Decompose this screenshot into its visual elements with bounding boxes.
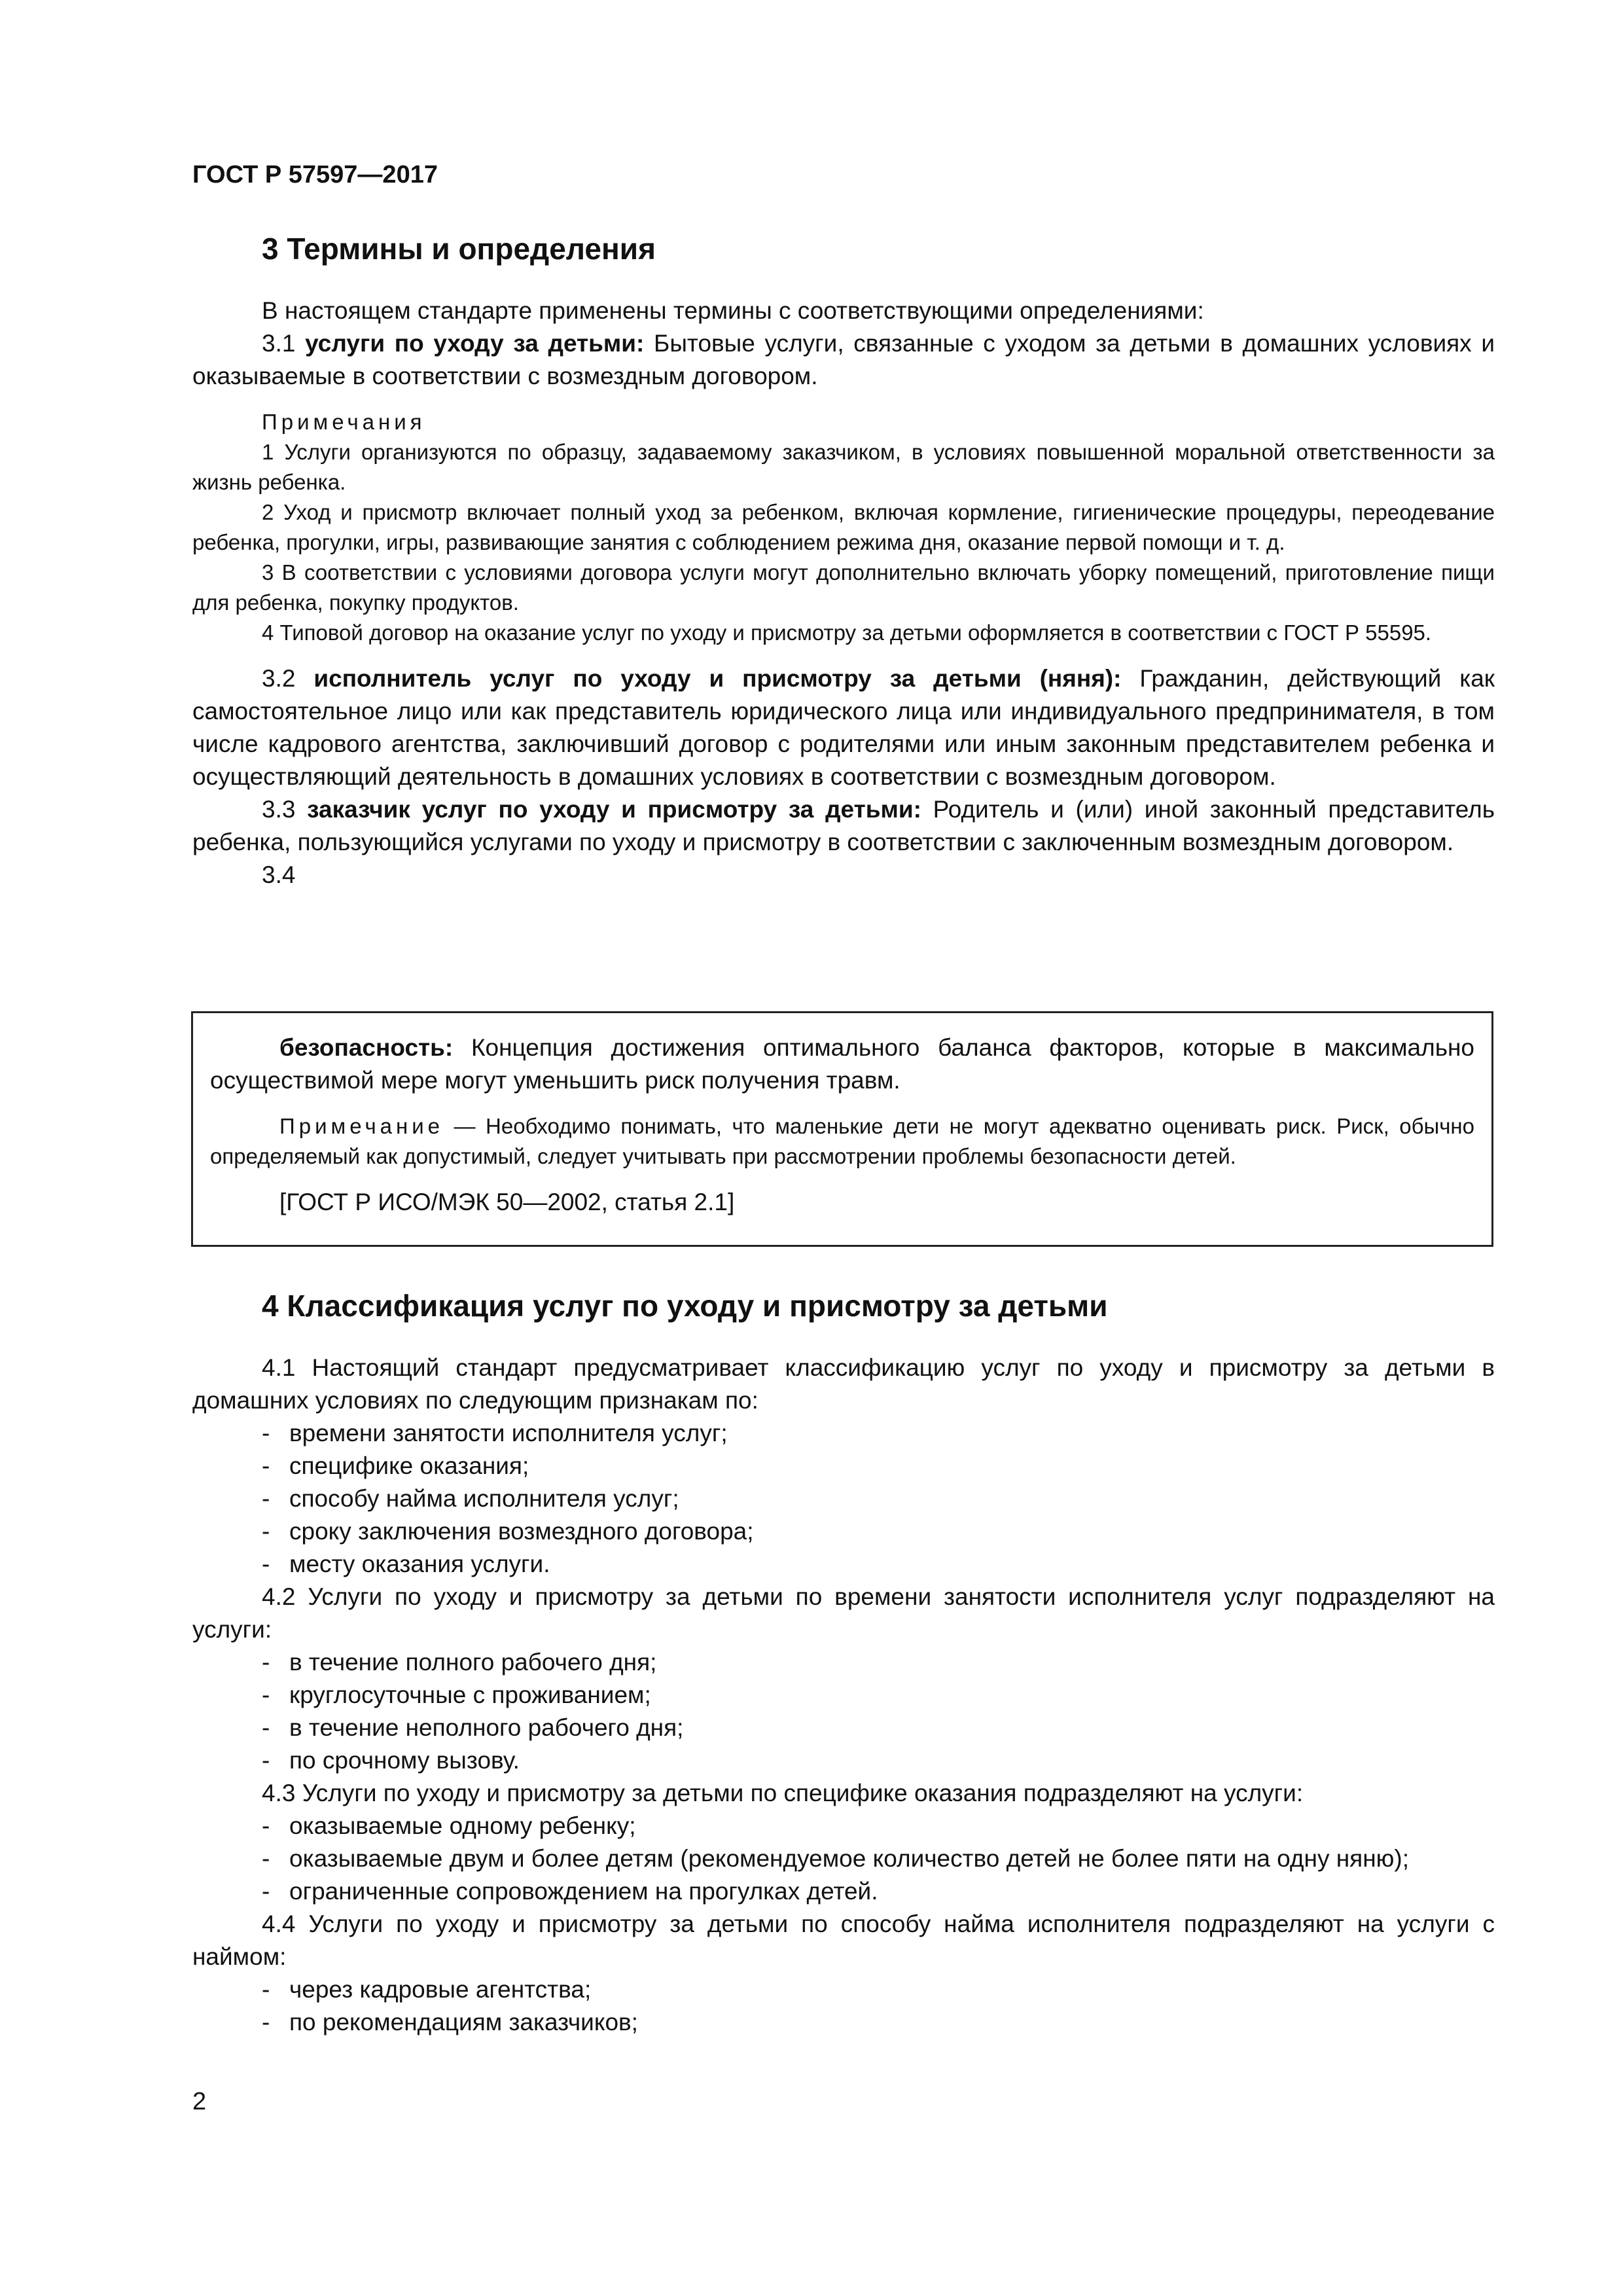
term-3-4-note-label: Примечание bbox=[279, 1114, 444, 1138]
section-3-title: 3 Термины и определения bbox=[262, 232, 656, 266]
document-code-header: ГОСТ Р 57597—2017 bbox=[192, 161, 438, 188]
term-3-4-reference: [ГОСТ Р ИСО/МЭК 50—2002, статья 2.1] bbox=[279, 1189, 735, 1215]
term-3-1-number: 3.1 bbox=[262, 330, 306, 357]
list-item: - круглосуточные с проживанием; bbox=[262, 1681, 651, 1708]
section-4 bbox=[192, 1286, 1495, 2039]
section-3-intro: В настоящем стандарте применены термины с соответствующими определениями: bbox=[262, 297, 1204, 324]
term-3-2-number: 3.2 bbox=[262, 665, 314, 692]
term-3-3-name: заказчик услуг по уходу и присмотру за детьми: bbox=[307, 796, 921, 823]
term-3-4-note-text: — Необходимо понимать, что маленькие дети не могут адекватно оценивать риск. Риск, обычно определяемый как допустимый, следует учитывать при рассмотрении проблемы безопасности детей. bbox=[210, 1114, 1474, 1168]
clause-4-1: 4.1 Настоящий стандарт предусматривает классификацию услуг по уходу и присмотру за детьми в домашних условиях по следующим признакам по: bbox=[192, 1354, 1495, 1414]
list-item: - по срочному вызову. bbox=[262, 1747, 520, 1774]
term-3-4-note bbox=[210, 1111, 1474, 1172]
section-3 bbox=[192, 229, 1495, 891]
list-item: - времени занятости исполнителя услуг; bbox=[262, 1420, 728, 1446]
list-item: - оказываемые двум и более детям (рекомендуемое количество детей не более пяти на одну няню); bbox=[262, 1845, 1409, 1872]
list-item: - через кадровые агентства; bbox=[262, 1976, 592, 2003]
list-item: - способу найма исполнителя услуг; bbox=[262, 1485, 679, 1512]
list-item: - в течение неполного рабочего дня; bbox=[262, 1714, 684, 1741]
term-3-2-definition: Гражданин, действующий как самостоятельное лицо или как представитель юридического лица или индивидуального предпринимателя, в том числе кадрового агентства, заключивший договор с родителями или иным законным представителем ребенка и осуществляющий деятельность в домашних условиях в соответствии с возмездным договором. bbox=[192, 665, 1495, 790]
clause-4-3: 4.3 Услуги по уходу и присмотру за детьми по специфике оказания подразделяют на услуги: bbox=[262, 1780, 1304, 1806]
note-2: 2 Уход и присмотр включает полный уход за ребенком, включая кормление, гигиенические процедуры, переодевание ребенка, прогулки, игры, развивающие занятия с соблюдением режима дня, оказание первой помощи и т. д. bbox=[192, 500, 1495, 554]
notes-title: Примечания bbox=[262, 410, 426, 434]
clause-4-4: 4.4 Услуги по уходу и присмотру за детьми по способу найма исполнителя подразделяют на услуги с наймом: bbox=[192, 1910, 1495, 1970]
list-item: - специфике оказания; bbox=[262, 1452, 529, 1479]
note-1: 1 Услуги организуются по образцу, задаваемому заказчиком, в условиях повышенной моральной ответственности за жизнь ребенка. bbox=[192, 440, 1495, 494]
list-item: - сроку заключения возмездного договора; bbox=[262, 1518, 754, 1545]
list-item: - месту оказания услуги. bbox=[262, 1551, 550, 1577]
list-item: - в течение полного рабочего дня; bbox=[262, 1649, 657, 1676]
term-3-4-definition: Концепция достижения оптимального баланса факторов, которые в максимально осуществимой мере могут уменьшить риск получения травм. bbox=[210, 1034, 1474, 1094]
term-3-3 bbox=[192, 793, 1495, 859]
list-item: - по рекомендациям заказчиков; bbox=[262, 2009, 638, 2036]
term-3-1-name: услуги по уходу за детьми: bbox=[305, 330, 645, 357]
term-3-4-box bbox=[191, 1011, 1493, 1247]
section-4-title: 4 Классификация услуг по уходу и присмотру за детьми bbox=[262, 1289, 1108, 1323]
term-3-3-definition: Родитель и (или) иной законный представитель ребенка, пользующийся услугами по уходу и присмотру в соответствии с заключенным возмездным договором. bbox=[192, 796, 1495, 855]
term-3-2-name: исполнитель услуг по уходу и присмотру за детьми (няня): bbox=[313, 665, 1122, 692]
clause-4-2: 4.2 Услуги по уходу и присмотру за детьми по времени занятости исполнителя услуг подразделяют на услуги: bbox=[192, 1583, 1495, 1643]
term-3-4 bbox=[210, 1031, 1474, 1097]
list-item: - ограниченные сопровождением на прогулках детей. bbox=[262, 1878, 878, 1905]
term-3-1 bbox=[192, 327, 1495, 393]
page-number: 2 bbox=[192, 2088, 207, 2115]
term-3-3-number: 3.3 bbox=[262, 796, 308, 823]
note-4: 4 Типовой договор на оказание услуг по уходу и присмотру за детьми оформляется в соответствии с ГОСТ Р 55595. bbox=[262, 620, 1432, 645]
note-3: 3 В соответствии с условиями договора услуги могут дополнительно включать уборку помещений, приготовление пищи для ребенка, покупку продуктов. bbox=[192, 560, 1495, 615]
term-3-4-name: безопасность: bbox=[279, 1034, 454, 1061]
term-3-2 bbox=[192, 662, 1495, 793]
term-3-4-number: 3.4 bbox=[262, 861, 296, 888]
term-3-1-definition: Бытовые услуги, связанные с уходом за детьми в домашних условиях и оказываемые в соответствии с возмездным договором. bbox=[192, 330, 1495, 389]
list-item: - оказываемые одному ребенку; bbox=[262, 1812, 636, 1839]
